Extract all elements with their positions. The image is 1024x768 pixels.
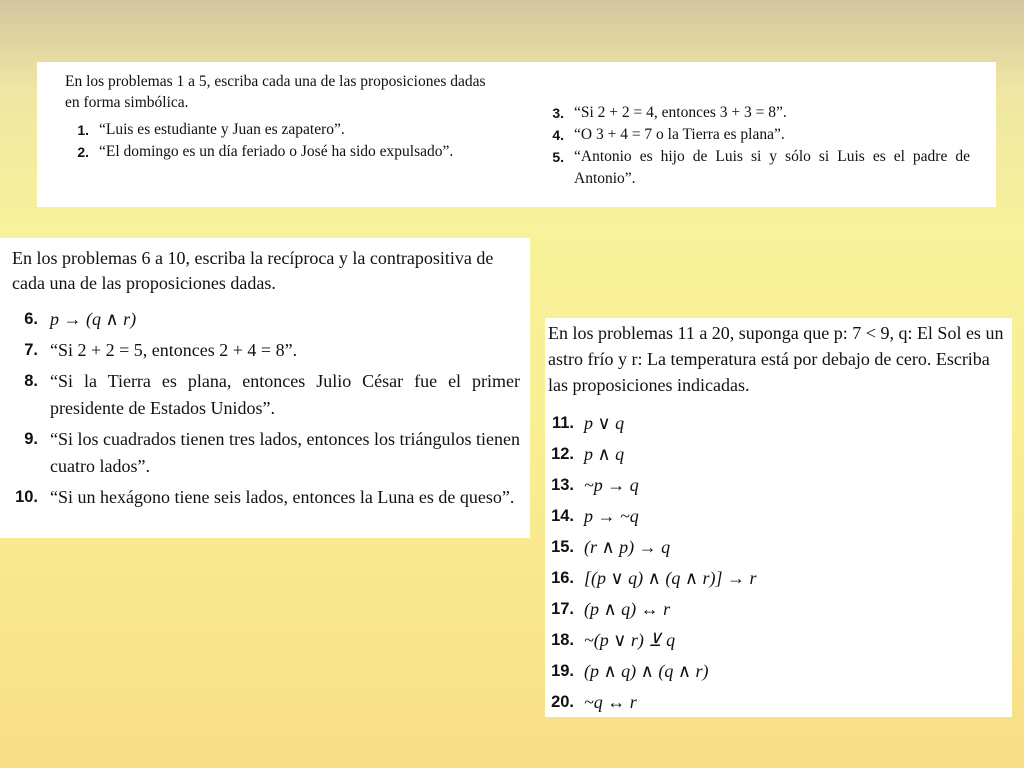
problem-item — [65, 119, 501, 141]
problem-item — [548, 687, 1004, 718]
problem-text: “Si un hexágono tiene seis lados, entonces la Luna es de queso”. — [50, 487, 515, 508]
problems-1-5-left-column — [65, 72, 501, 163]
problem-text: “Antonio es hijo de Luis si y sólo si Luis es el padre de Antonio”. — [574, 148, 970, 187]
problem-item — [548, 532, 1004, 563]
problem-item — [548, 408, 1004, 439]
problem-item — [12, 337, 520, 364]
problem-formula: p ∨ q — [584, 413, 625, 434]
problem-formula: (p ∧ q) ∧ (q ∧ r) — [584, 661, 709, 682]
problem-number: 12. — [551, 445, 574, 464]
problem-text: “Si la Tierra es plana, entonces Julio César fue el primer presidente de Estados Unidos”. — [50, 371, 520, 419]
problem-item — [540, 102, 970, 124]
problems-6-10-instructions: En los problemas 6 a 10, escriba la recíproca y la contrapositiva de cada una de las proposiciones dadas. — [12, 248, 494, 294]
problem-item — [548, 625, 1004, 656]
problem-text: “Si 2 + 2 = 5, entonces 2 + 4 = 8”. — [50, 340, 298, 361]
problem-number: 9. — [24, 430, 38, 449]
problem-number: 19. — [551, 662, 574, 681]
problems-1-5-instructions: En los problemas 1 a 5, escriba cada una de las proposiciones dadas en forma simbólica. — [65, 73, 486, 111]
problem-formula: (p ∧ q) ↔ r — [584, 599, 671, 620]
problems-1-2-list — [65, 119, 501, 163]
problem-number: 17. — [551, 600, 574, 619]
problem-formula: p ∧ q — [584, 444, 625, 465]
problem-number: 7. — [24, 341, 38, 360]
problem-item — [548, 656, 1004, 687]
problem-number: 4. — [552, 127, 564, 143]
problem-number: 8. — [24, 372, 38, 391]
problem-item — [548, 563, 1004, 594]
problem-item — [548, 470, 1004, 501]
problems-11-20-panel — [545, 318, 1012, 717]
problem-formula: p → (q ∧ r) — [50, 309, 137, 330]
problem-text: “O 3 + 4 = 7 o la Tierra es plana”. — [574, 126, 785, 143]
problem-item — [12, 426, 520, 480]
problem-item — [12, 368, 520, 422]
problem-number: 16. — [551, 569, 574, 588]
problem-number: 2. — [77, 144, 89, 161]
problem-item — [540, 146, 970, 190]
problem-item — [12, 306, 520, 333]
problem-formula: ~p → q — [584, 475, 639, 496]
problem-item — [12, 484, 520, 511]
problem-number: 1. — [77, 122, 89, 139]
problems-3-5-list — [540, 102, 970, 190]
problems-11-20-list — [548, 408, 1004, 718]
problem-formula: ~q ↔ r — [584, 692, 637, 713]
problem-item — [65, 141, 501, 163]
problems-6-10-panel — [0, 238, 530, 538]
problem-number: 11. — [551, 414, 574, 433]
problem-formula: ~(p ∨ r) ⊻ q — [584, 630, 676, 651]
problem-item — [548, 594, 1004, 625]
problems-1-5-panel — [37, 62, 996, 207]
problem-number: 3. — [552, 105, 564, 121]
problem-text: “Si 2 + 2 = 4, entonces 3 + 3 = 8”. — [574, 104, 787, 121]
problems-11-20-instructions: En los problemas 11 a 20, suponga que p: 7 < 9, q: El Sol es un astro frío y r: La temperatura está por debajo de cero. Escriba las proposiciones indicadas. — [548, 323, 1004, 396]
problem-formula: p → ~q — [584, 506, 639, 527]
problem-number: 20. — [551, 693, 574, 712]
problem-number: 10. — [15, 488, 38, 507]
problem-number: 14. — [551, 507, 574, 526]
problem-item — [548, 439, 1004, 470]
problem-formula: [(p ∨ q) ∧ (q ∧ r)] → r — [584, 568, 757, 589]
problem-text: “El domingo es un día feriado o José ha sido expulsado”. — [99, 143, 454, 161]
problem-number: 13. — [551, 476, 574, 495]
problem-number: 6. — [24, 310, 38, 329]
problem-text: “Si los cuadrados tienen tres lados, entonces los triángulos tienen cuatro lados”. — [50, 429, 520, 477]
problem-item — [540, 124, 970, 146]
problem-text: “Luis es estudiante y Juan es zapatero”. — [99, 121, 345, 139]
problem-formula: (r ∧ p) → q — [584, 537, 671, 558]
problems-6-10-list — [12, 306, 520, 511]
problems-1-5-right-column — [540, 102, 970, 190]
problem-number: 18. — [551, 631, 574, 650]
problem-number: 15. — [551, 538, 574, 557]
problem-item — [548, 501, 1004, 532]
problem-number: 5. — [552, 149, 564, 165]
